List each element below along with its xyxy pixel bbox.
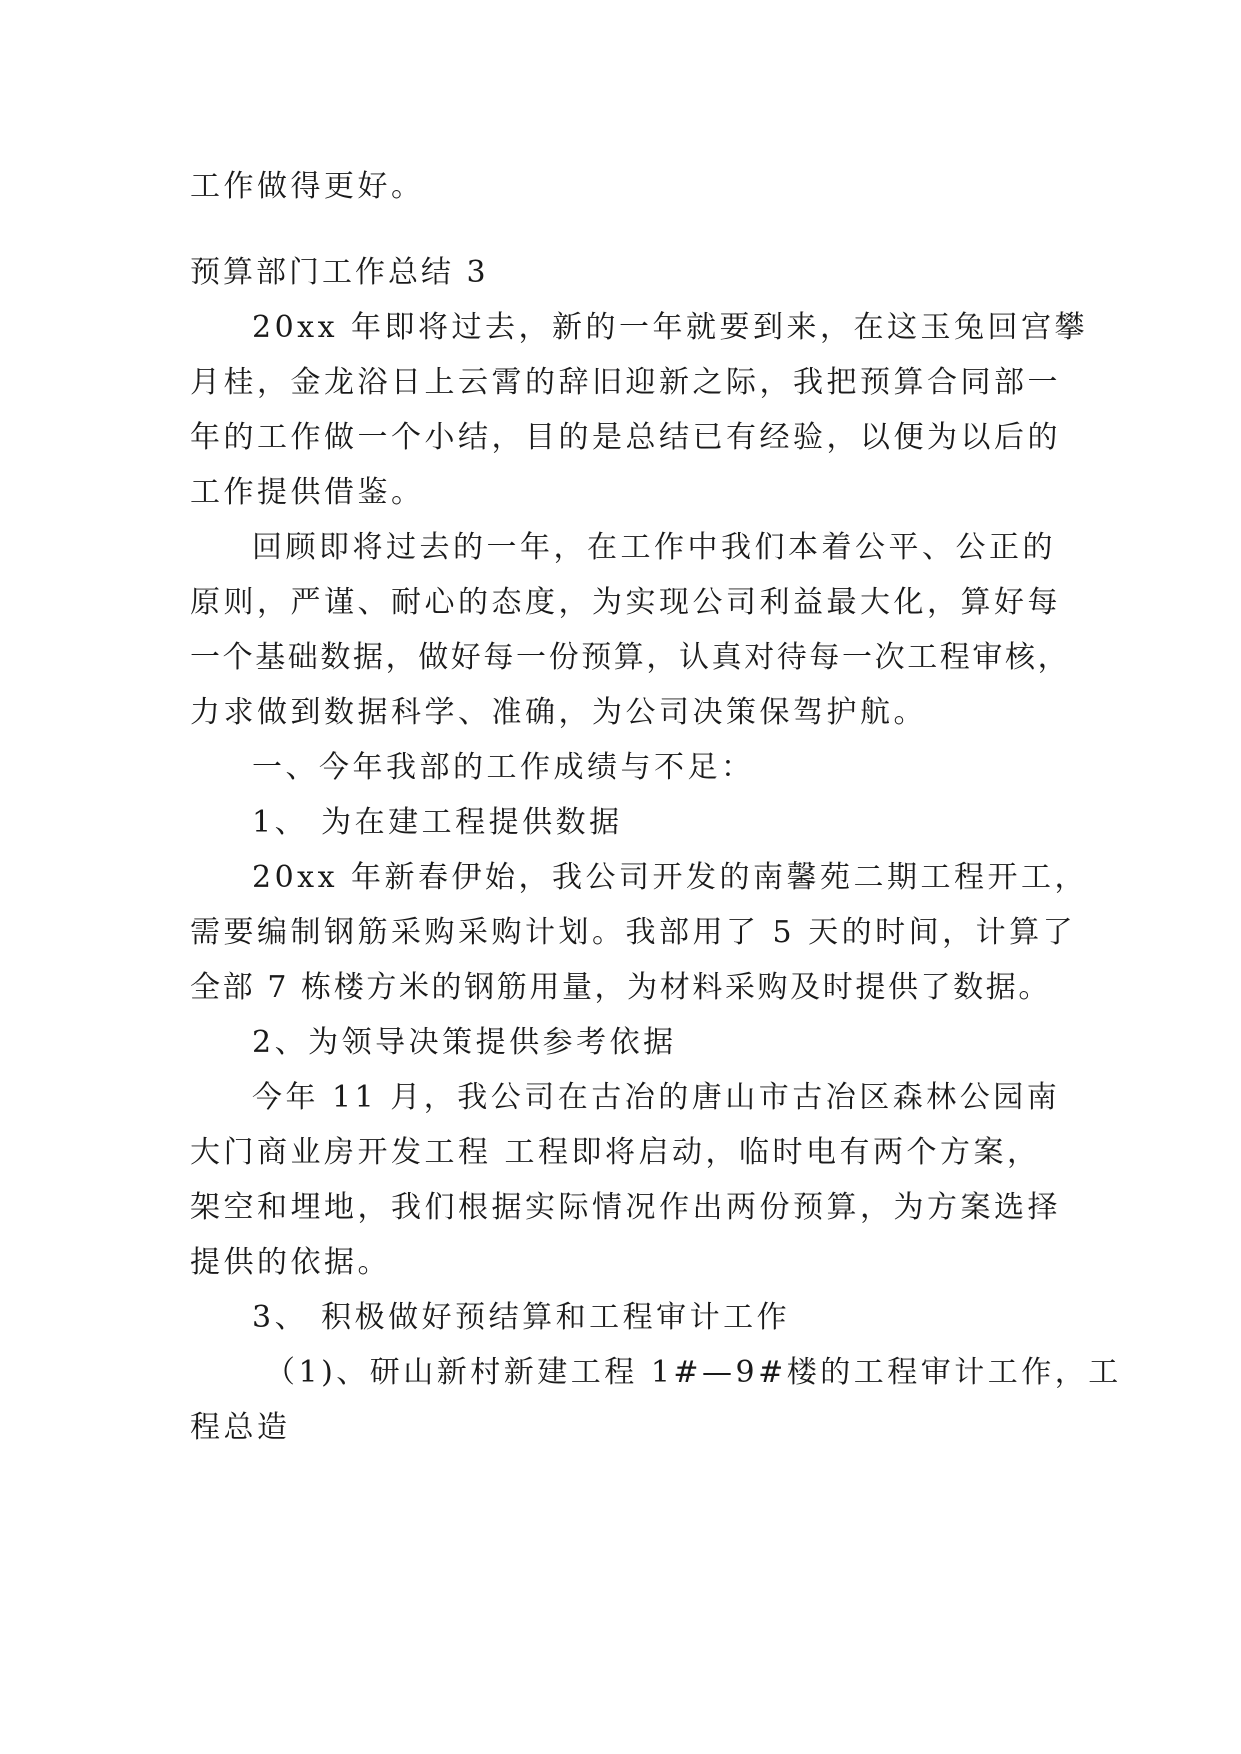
list-item-heading: 2、为领导决策提供参考依据 [252, 1025, 677, 1060]
paragraph-line: 月桂，金龙浴日上云霄的辞旧迎新之际，我把预算合同部一 [190, 365, 1061, 400]
list-item-heading: 3、 积极做好预结算和工程审计工作 [252, 1300, 791, 1335]
paragraph-line: 提供的依据。 [190, 1245, 391, 1280]
list-item-heading: 1、 为在建工程提供数据 [252, 805, 623, 840]
paragraph-line: 大门商业房开发工程 工程即将启动，临时电有两个方案， [190, 1135, 1041, 1170]
paragraph-line: 回顾即将过去的一年，在工作中我们本着公平、公正的 [252, 530, 1056, 565]
paragraph-line: 工作提供借鉴。 [190, 475, 425, 510]
paragraph-line: 20xx 年新春伊始，我公司开发的南馨苑二期工程开工， [252, 860, 1089, 895]
paragraph-line: 一个基础数据，做好每一份预算，认真对待每一次工程审核， [190, 640, 1071, 675]
paragraph-line: 20xx 年即将过去，新的一年就要到来，在这玉兔回宫攀 [252, 310, 1089, 345]
list-heading: 一、今年我部的工作成绩与不足： [252, 750, 755, 785]
paragraph-line: 工作做得更好。 [190, 169, 425, 204]
paragraph-line: 年的工作做一个小结，目的是总结已有经验，以便为以后的 [190, 420, 1061, 455]
paragraph-line: 全部 7 栋楼方米的钢筋用量，为材料采购及时提供了数据。 [190, 970, 1051, 1005]
paragraph-line: （1)、研山新村新建工程 1#—9#楼的工程审计工作，工 [265, 1355, 1122, 1390]
paragraph-line: 原则，严谨、耐心的态度，为实现公司利益最大化，算好每 [190, 585, 1061, 620]
paragraph-line: 力求做到数据科学、准确，为公司决策保驾护航。 [190, 695, 927, 730]
paragraph-line: 程总造 [190, 1410, 291, 1445]
paragraph-line: 架空和埋地，我们根据实际情况作出两份预算，为方案选择 [190, 1190, 1061, 1225]
section-heading: 预算部门工作总结 3 [190, 255, 489, 290]
paragraph-line: 今年 11 月，我公司在古冶的唐山市古冶区森林公园南 [252, 1080, 1061, 1115]
paragraph-line: 需要编制钢筋采购采购计划。我部用了 5 天的时间，计算了 [190, 915, 1077, 950]
